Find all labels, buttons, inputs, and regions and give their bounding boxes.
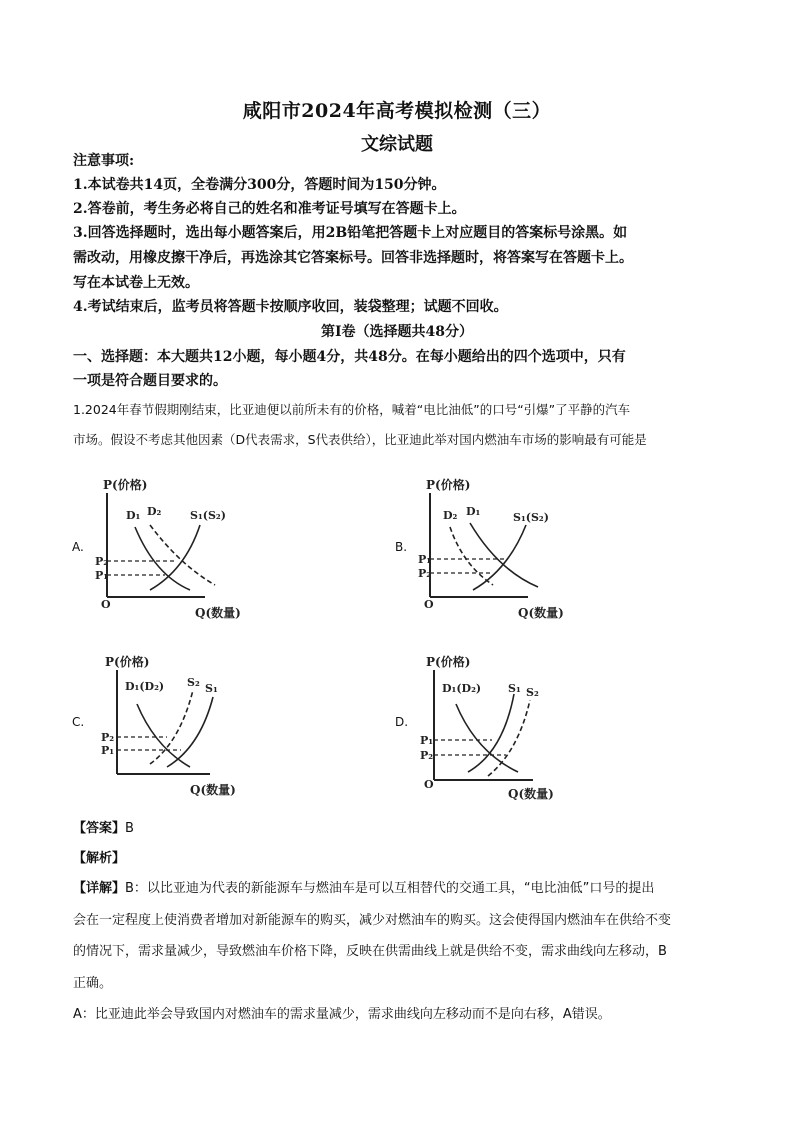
demand-curve-dashed [150,525,215,585]
x-axis-label: Q(数量) [190,783,236,797]
y-axis-label: P(价格) [105,655,150,669]
detail-label: 【详解】 [73,881,126,896]
origin-label: O [101,598,111,611]
price-label: P₂ [420,749,434,762]
option-c-graph [95,652,265,802]
detail-text: 正确。 [73,976,113,991]
question-text: 市场。假设不考虑其他因素（D代表需求，S代表供给），比亚迪此举对国内燃油车市场的影响最有可能是 [73,432,647,447]
option-b-graph [418,475,588,625]
x-axis-label: Q(数量) [195,606,241,620]
option-letter-a: A. [72,540,84,554]
detail-text: B：以比亚迪为代表的新能源车与燃油车是可以互相替代的交通工具，“电比油低”口号的提出 [125,881,655,896]
page-title: 咸阳市2024年高考模拟检测（三） [242,100,552,122]
option-d-graph [418,652,588,802]
answer-value: B [125,821,134,836]
option-a-graph [95,475,265,625]
curve-label: S₁(S₂) [190,509,226,522]
curve-label: S₂ [526,686,539,699]
detail-line [73,877,733,896]
answer-line [73,817,733,836]
supply-curve-dashed [488,700,530,776]
curve-label: S₁ [205,682,218,695]
price-label: P₂ [101,731,115,744]
option-letter-b: B. [395,540,408,554]
section-heading: 第Ⅰ卷（选择题共48分） [320,324,474,340]
curve-label: S₁(S₂) [513,511,549,524]
detail-text: 会在一定程度上使消费者增加对新能源车的购买，减少对燃油车的购买。这会使得国内燃油车在供给不变 [73,913,672,928]
notice-heading: 注意事项: [73,153,135,169]
option-letter-c: C. [72,715,85,729]
curve-label: D₁(D₂) [125,680,165,693]
price-label: P₁ [420,734,434,747]
option-letter-d: D. [395,715,409,729]
origin-label: O [424,778,434,791]
analysis-line [73,847,733,866]
origin-label: O [424,598,434,611]
price-label: P₂ [418,567,432,580]
answer-label: 【答案】 [73,821,126,836]
price-label: P₂ [95,555,109,568]
curve-label: D₂ [147,505,162,518]
x-axis-label: Q(数量) [518,606,564,620]
demand-curve [470,523,538,587]
section-intro: 一、选择题：本大题共12小题，每小题4分，共48分。在每小题给出的四个选项中，只有 [73,349,626,365]
supply-curve [473,525,526,590]
question-text: 1.2024年春节假期刚结束，比亚迪便以前所未有的价格，喊着“电比油低”的口号“引爆”了平静的汽车 [73,402,631,417]
curve-label: D₂ [443,509,458,522]
price-label: P₁ [95,569,109,582]
curve-label: D₁ [466,505,481,518]
notice-item: 2.答卷前，考生务必将自己的姓名和准考证号填写在答题卡上。 [73,201,466,217]
detail-text: A：比亚迪此举会导致国内对燃油车的需求量减少，需求曲线向左移动而不是向右移，A错误。 [73,1007,611,1022]
x-axis-label: Q(数量) [508,787,554,801]
curve-label: S₂ [187,676,200,689]
notice-item: 4.考试结束后，监考员将答题卡按顺序收回，装袋整理；试题不回收。 [73,299,508,315]
price-label: P₁ [101,744,115,757]
notice-item: 需改动，用橡皮擦干净后，再选涂其它答案标号。回答非选择题时，将答案写在答题卡上。 [73,250,633,266]
notice-item: 3.回答选择题时，选出每小题答案后，用2B铅笔把答题卡上对应题目的答案标号涂黑。如 [73,225,628,241]
detail-text: 的情况下，需求量减少，导致燃油车价格下降，反映在供需曲线上就是供给不变，需求曲线向左移动，B [73,944,667,959]
y-axis-label: P(价格) [426,478,471,492]
notice-item: 写在本试卷上无效。 [73,275,199,291]
analysis-label: 【解析】 [73,851,126,866]
page-subtitle: 文综试题 [361,134,433,155]
demand-curve [137,704,190,767]
notice-item: 1.本试卷共14页，全卷满分300分，答题时间为150分钟。 [73,177,446,193]
curve-label: S₁ [508,682,521,695]
y-axis-label: P(价格) [103,478,148,492]
demand-curve-dashed [450,527,493,585]
supply-curve [468,694,514,772]
curve-label: D₁ [126,509,141,522]
curve-label: D₁(D₂) [442,682,482,695]
y-axis-label: P(价格) [426,655,471,669]
section-intro: 一项是符合题目要求的。 [73,373,227,389]
price-label: P₁ [418,553,432,566]
